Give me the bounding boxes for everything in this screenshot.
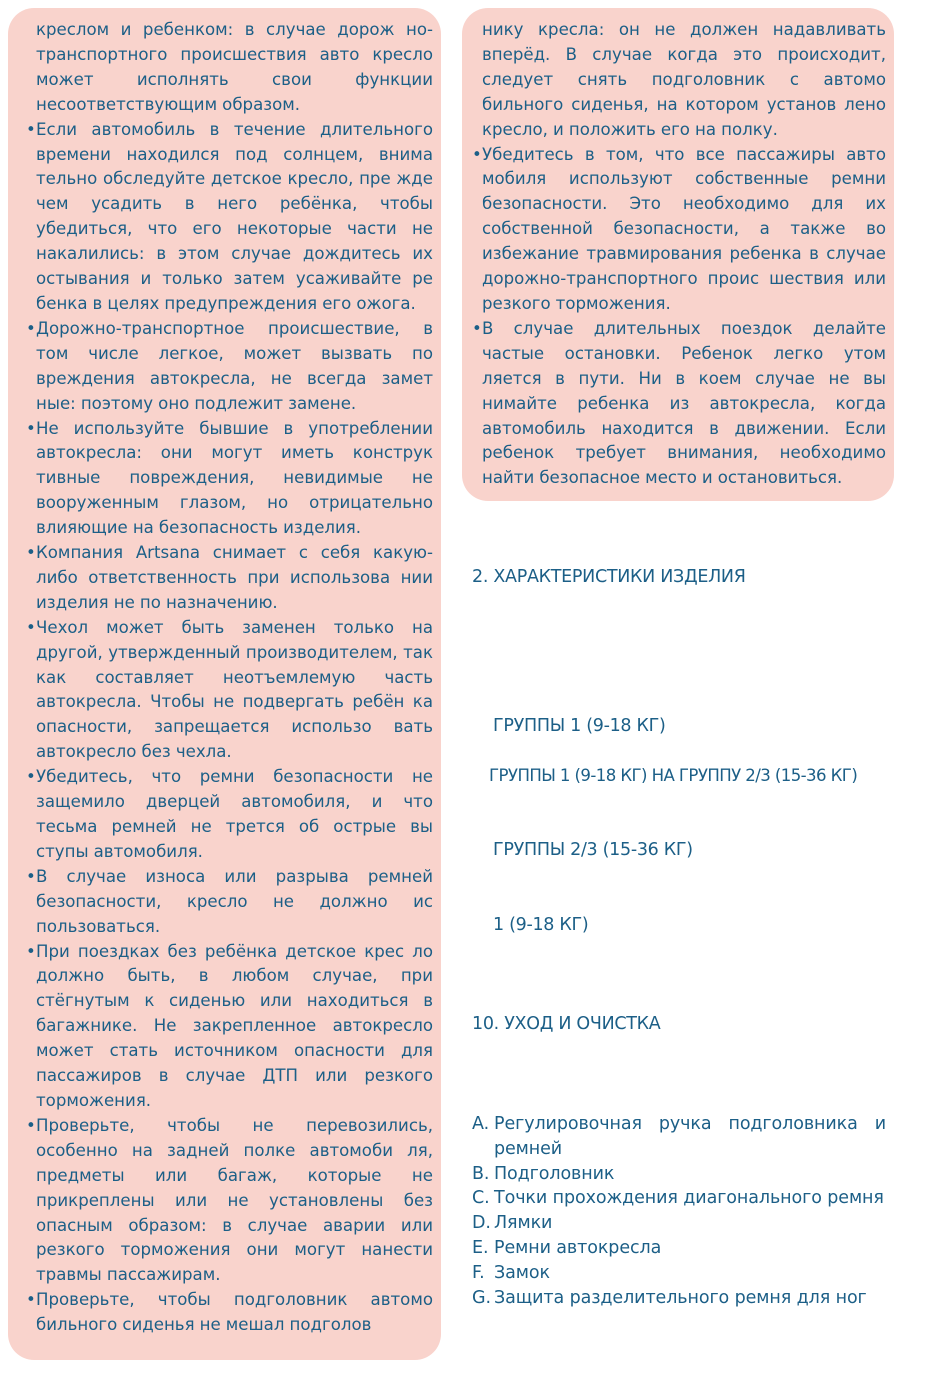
part-letter: B.: [472, 1163, 490, 1184]
part-letter: A.: [472, 1114, 490, 1134]
part-text: Точки прохождения диагонального ремня: [494, 1188, 884, 1209]
part-letter: C.: [472, 1188, 490, 1209]
warnings-panel-right: [462, 8, 894, 501]
part-text: Подголовник: [494, 1163, 615, 1184]
bullet-item: • При поездках без ребёнка детское крес ло должно быть, в любом случае, при стёгнутым к сиденью или находиться в багажнике. Не закрепленное автокресло может стать источником опасности для пассажиров в случае ДТП или резкого торможения.: [26, 940, 433, 1114]
group-label: ГРУППЫ 1 (9-18 КГ): [493, 716, 666, 736]
section-2-heading: 2. ХАРАКТЕРИСТИКИ ИЗДЕЛИЯ: [472, 567, 746, 587]
part-item: [472, 1186, 886, 1211]
parts-list: [472, 1112, 886, 1310]
part-item: [472, 1236, 886, 1261]
bullet-item: • Убедитесь, что ремни безопасности не защемило дверцей автомобиля, и что тесьма ремней не трется об острые вы ступы автомобиля.: [26, 765, 433, 865]
part-letter: D.: [472, 1213, 491, 1234]
warnings-panel-left: [8, 8, 441, 1360]
bullet-item: • Проверьте, чтобы не перевозились, особенно на задней полке автомоби ля, предметы или багаж, которые не прикреплены или не установлены без опасным образом: в случае аварии или резкого торможения они могут нанести травмы пассажирам.: [26, 1114, 433, 1288]
part-text: Лямки: [494, 1213, 553, 1234]
part-item: [472, 1211, 886, 1236]
bullet-item: • Чехол может быть заменен только на другой, утвержденный производителем, так как составляет неотъемлемую часть автокресла. Чтобы не подвергать ребён ка опасности, запрещается использо вать автокресло без чехла.: [26, 616, 433, 765]
paragraph: нику кресла: он не должен надавливать вперёд. В случае когда это происходит, следует снять подголовник с автомо бильного сиденья, на котором установ лено кресло, и положить его на полку.: [482, 20, 886, 139]
part-item: [472, 1112, 886, 1162]
section-10-heading: 10. УХОД И ОЧИСТКА: [472, 1014, 661, 1034]
group-label: 1 (9-18 КГ): [493, 915, 589, 935]
bullet-item: • Не используйте бывшие в употреблении автокресла: они могут иметь конструк тивные повреждения, невидимые не вооруженным глазом, но отрицательно влияющие на безопасность изделия.: [26, 417, 433, 542]
part-item: [472, 1162, 886, 1187]
bullet-item: • Если автомобиль в течение длительного времени находился под солнцем, внима тельно обследуйте детское кресло, пре жде чем усадить в него ребёнка, чтобы убедиться, что его некоторые части не накалились: в этом случае дождитесь их остывания и только затем усаживайте ре бенка в целях предупреждения его ожога.: [26, 118, 433, 317]
bullet-item: • В случае износа или разрыва ремней безопасности, кресло не должно ис пользоваться.: [26, 865, 433, 940]
bullet-item: • Компания Artsana снимает с себя какую-либо ответственность при использова нии изделия не по назначению.: [26, 541, 433, 616]
part-text: Замок: [494, 1262, 550, 1283]
bullet-item: • Проверьте, чтобы подголовник автомо бильного сиденья не мешал подголов: [26, 1288, 433, 1338]
part-item: [472, 1261, 886, 1286]
part-text: Ремни автокресла: [494, 1237, 662, 1258]
part-text: Защита разделительного ремня для ног: [494, 1287, 867, 1308]
paragraph: креслом и ребенком: в случае дорож но-транспортного происшествия авто кресло может исполнять свои функции несоответствующим образом.: [36, 20, 433, 114]
bullet-item: • Убедитесь в том, что все пассажиры авто мобиля используют собственные ремни безопасности. Это необходимо для их собственной безопасности, а также во избежание травмирования ребенка в случае дорожно-транспортного проис шествия или резкого торможения.: [472, 143, 886, 317]
group-label: ГРУППЫ 1 (9-18 КГ) НА ГРУППУ 2/3 (15-36 КГ): [489, 766, 858, 785]
part-text: Регулировочная ручка подголовника и ремней: [494, 1114, 886, 1159]
part-letter: E.: [472, 1237, 489, 1258]
bullet-item: • Дорожно-транспортное происшествие, в том числе легкое, может вызвать по вреждения автокресла, не всегда замет ные: поэтому оно подлежит замене.: [26, 317, 433, 417]
bullet-item: • В случае длительных поездок делайте частые остановки. Ребенок легко утом ляется в пути. Ни в коем случае не вы нимайте ребенка из автокресла, когда автомобиль находится в движении. Если ребенок требует внимания, необходимо найти безопасное место и остановиться.: [472, 317, 886, 491]
part-item: [472, 1286, 886, 1311]
part-letter: F.: [472, 1262, 485, 1283]
group-label: ГРУППЫ 2/3 (15-36 КГ): [493, 840, 693, 860]
part-letter: G.: [472, 1287, 491, 1308]
